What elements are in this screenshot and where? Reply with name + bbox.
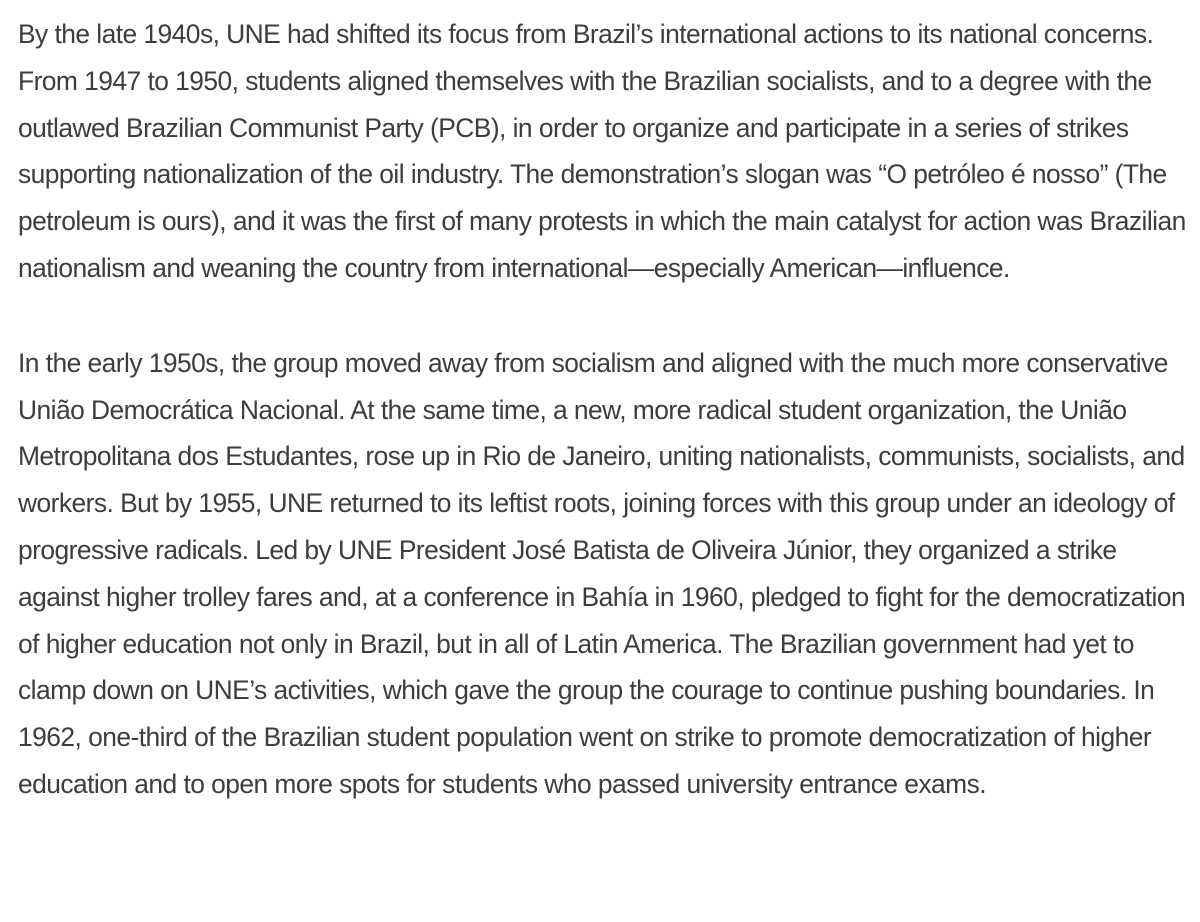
- paragraph-une-early-1950s: In the early 1950s, the group moved away from socialism and aligned with the much more conservative União Democrática Nacional. At the same time, a new, more radical student organization, the União Metropolitana dos Estudantes, rose up in Rio de Janeiro, uniting nationalists, communists, socialists, and workers. But by 1955, UNE returned to its leftist roots, joining forces with this group under an ideology of progressive radicals. Led by UNE President José Batista de Oliveira Júnior, they organized a strike against higher trolley fares and, at a conference in Bahía in 1960, pledged to fight for the democratization of higher education not only in Brazil, but in all of Latin America. The Brazilian government had yet to clamp down on UNE’s activities, which gave the group the courage to continue pushing boundaries. In 1962, one-third of the Brazilian student population went on strike to promote democratization of higher education and to open more spots for students who passed university entrance exams.: [18, 347, 1186, 799]
- article-body: [18, 11, 1188, 808]
- paragraph-une-late-1940s: By the late 1940s, UNE had shifted its focus from Brazil’s international actions to its national concerns. From 1947 to 1950, students aligned themselves with the Brazilian socialists, and to a degree with the outlawed Brazilian Communist Party (PCB), in order to organize and participate in a series of strikes supporting nationalization of the oil industry. The demonstration’s slogan was “O petróleo é nosso” (The petroleum is ours), and it was the first of many protests in which the main catalyst for action was Brazilian nationalism and weaning the country from international—especially American—influence.: [18, 19, 1186, 283]
